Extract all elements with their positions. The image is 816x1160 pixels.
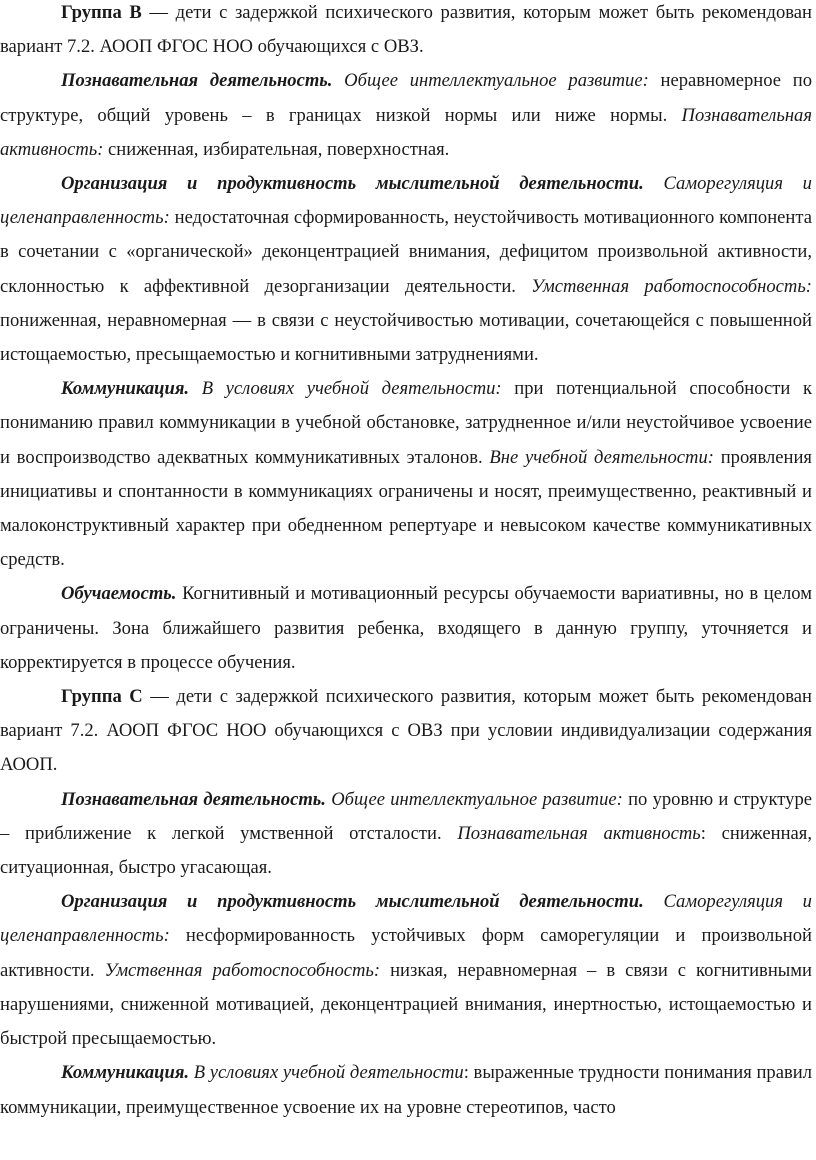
b-cognitive-text-1: неравномерное по структуре, общий уровень – в границах низкой нормы или ниже нормы. [0,70,813,126]
b-communication-heading: Коммуникация. [61,378,190,400]
b-communication-label-2: Вне учебной деятельности: [482,446,714,468]
b-communication-text-1: при потенциальной способности к пониманию правил коммуникации в учебной обстановке, затрудненное и/или неустойчивое усвоение и воспроизводство адекватных коммуникативных эталонов. [0,378,812,468]
b-thinking-text-1: недостаточная сформированность, неустойчивость мотивационного компонента в сочетании с «органической» деконцентрацией внимания, дефицитом произвольной активности, склонностью к аффективной дезорганизации деятельности. [0,207,812,297]
c-cognitive-text-1: по уровню и структуре – приближение к легкой умственной отсталости. [0,788,812,844]
paragraph-b-learnability [0,577,812,680]
b-learnability-heading: Обучаемость. [61,583,177,605]
b-communication-label-1: В условиях учебной деятельности: [189,378,502,400]
b-thinking-label-2: Умственная работоспособность: [515,275,812,297]
paragraph-b-thinking [0,167,812,372]
c-thinking-label-1: Саморегуляция и целенаправленность: [0,891,812,947]
c-cognitive-heading: Познавательная деятельность. [61,788,326,810]
paragraph-group-b [0,0,812,64]
c-cognitive-text-2: : сниженная, ситуационная, быстро угасающая. [0,822,813,879]
c-thinking-heading: Организация и продуктивность мыслительной деятельности. [61,891,644,913]
c-thinking-label-2: Умственная работоспособность: [94,959,381,981]
paragraph-c-thinking [0,885,812,1056]
b-cognitive-heading: Познавательная деятельность. [61,70,333,92]
group-b-text: — дети с задержкой психического развития, которым может быть рекомендован вариант 7.2. АООП ФГОС НОО обучающихся с ОВЗ. [0,2,812,58]
paragraph-b-cognitive [0,64,812,167]
paragraph-c-communication [0,1056,812,1124]
b-thinking-label-1: Саморегуляция и целенаправленность: [0,173,812,229]
group-c-text: — дети с задержкой психического развития, которым может быть рекомендован вариант 7.2. АООП ФГОС НОО обучающихся с ОВЗ при условии индивидуализации содержания АООП. [0,686,812,776]
c-cognitive-label-1: Общее интеллектуальное развитие: [325,788,623,810]
group-c-heading: Группа С [61,686,143,708]
c-thinking-text-1: несформированность устойчивых форм саморегуляции и произвольной активности. [0,925,812,981]
b-learnability-text: Когнитивный и мотивационный ресурсы обучаемости вариативны, но в целом ограничены. Зона ближайшего развития ребенка, входящего в данную группу, уточняется и корректируется в процессе обучения. [0,583,812,673]
b-cognitive-text-2: сниженная, избирательная, поверхностная. [103,138,450,160]
c-communication-text-1: : выраженные трудности понимания правил коммуникации, преимущественное усвоение их на уровне стереотипов, часто [0,1062,812,1118]
paragraph-group-c [0,680,812,783]
c-communication-heading: Коммуникация. [61,1062,190,1084]
b-thinking-text-2: пониженная, неравномерная — в связи с неустойчивостью мотивации, сочетающейся с повышенной истощаемостью, пресыщаемостью и когнитивными затруднениями. [0,309,812,366]
paragraph-c-cognitive [0,783,812,886]
group-b-heading: Группа В [61,2,142,23]
c-thinking-text-2: низкая, неравномерная – в связи с когнитивными нарушениями, сниженной мотивацией, деконцентрацией внимания, инертностью, истощаемостью и быстрой пресыщаемостью. [0,959,812,1050]
b-cognitive-label-2: Познавательная активность: [0,104,812,160]
b-communication-text-2: проявления инициативы и спонтанности в коммуникациях ограничены и носят, преимущественно, реактивный и малоконструктивный характер при обедненном репертуаре и невысоком качестве коммуникативных средств. [0,446,812,571]
b-thinking-heading: Организация и продуктивность мыслительной деятельности. [61,173,644,195]
paragraph-b-communication [0,372,812,577]
c-communication-label-1: В условиях учебной деятельности [189,1062,464,1084]
b-cognitive-label-1: Общее интеллектуальное развитие: [332,70,649,92]
c-cognitive-label-2: Познавательная активность [441,822,701,844]
